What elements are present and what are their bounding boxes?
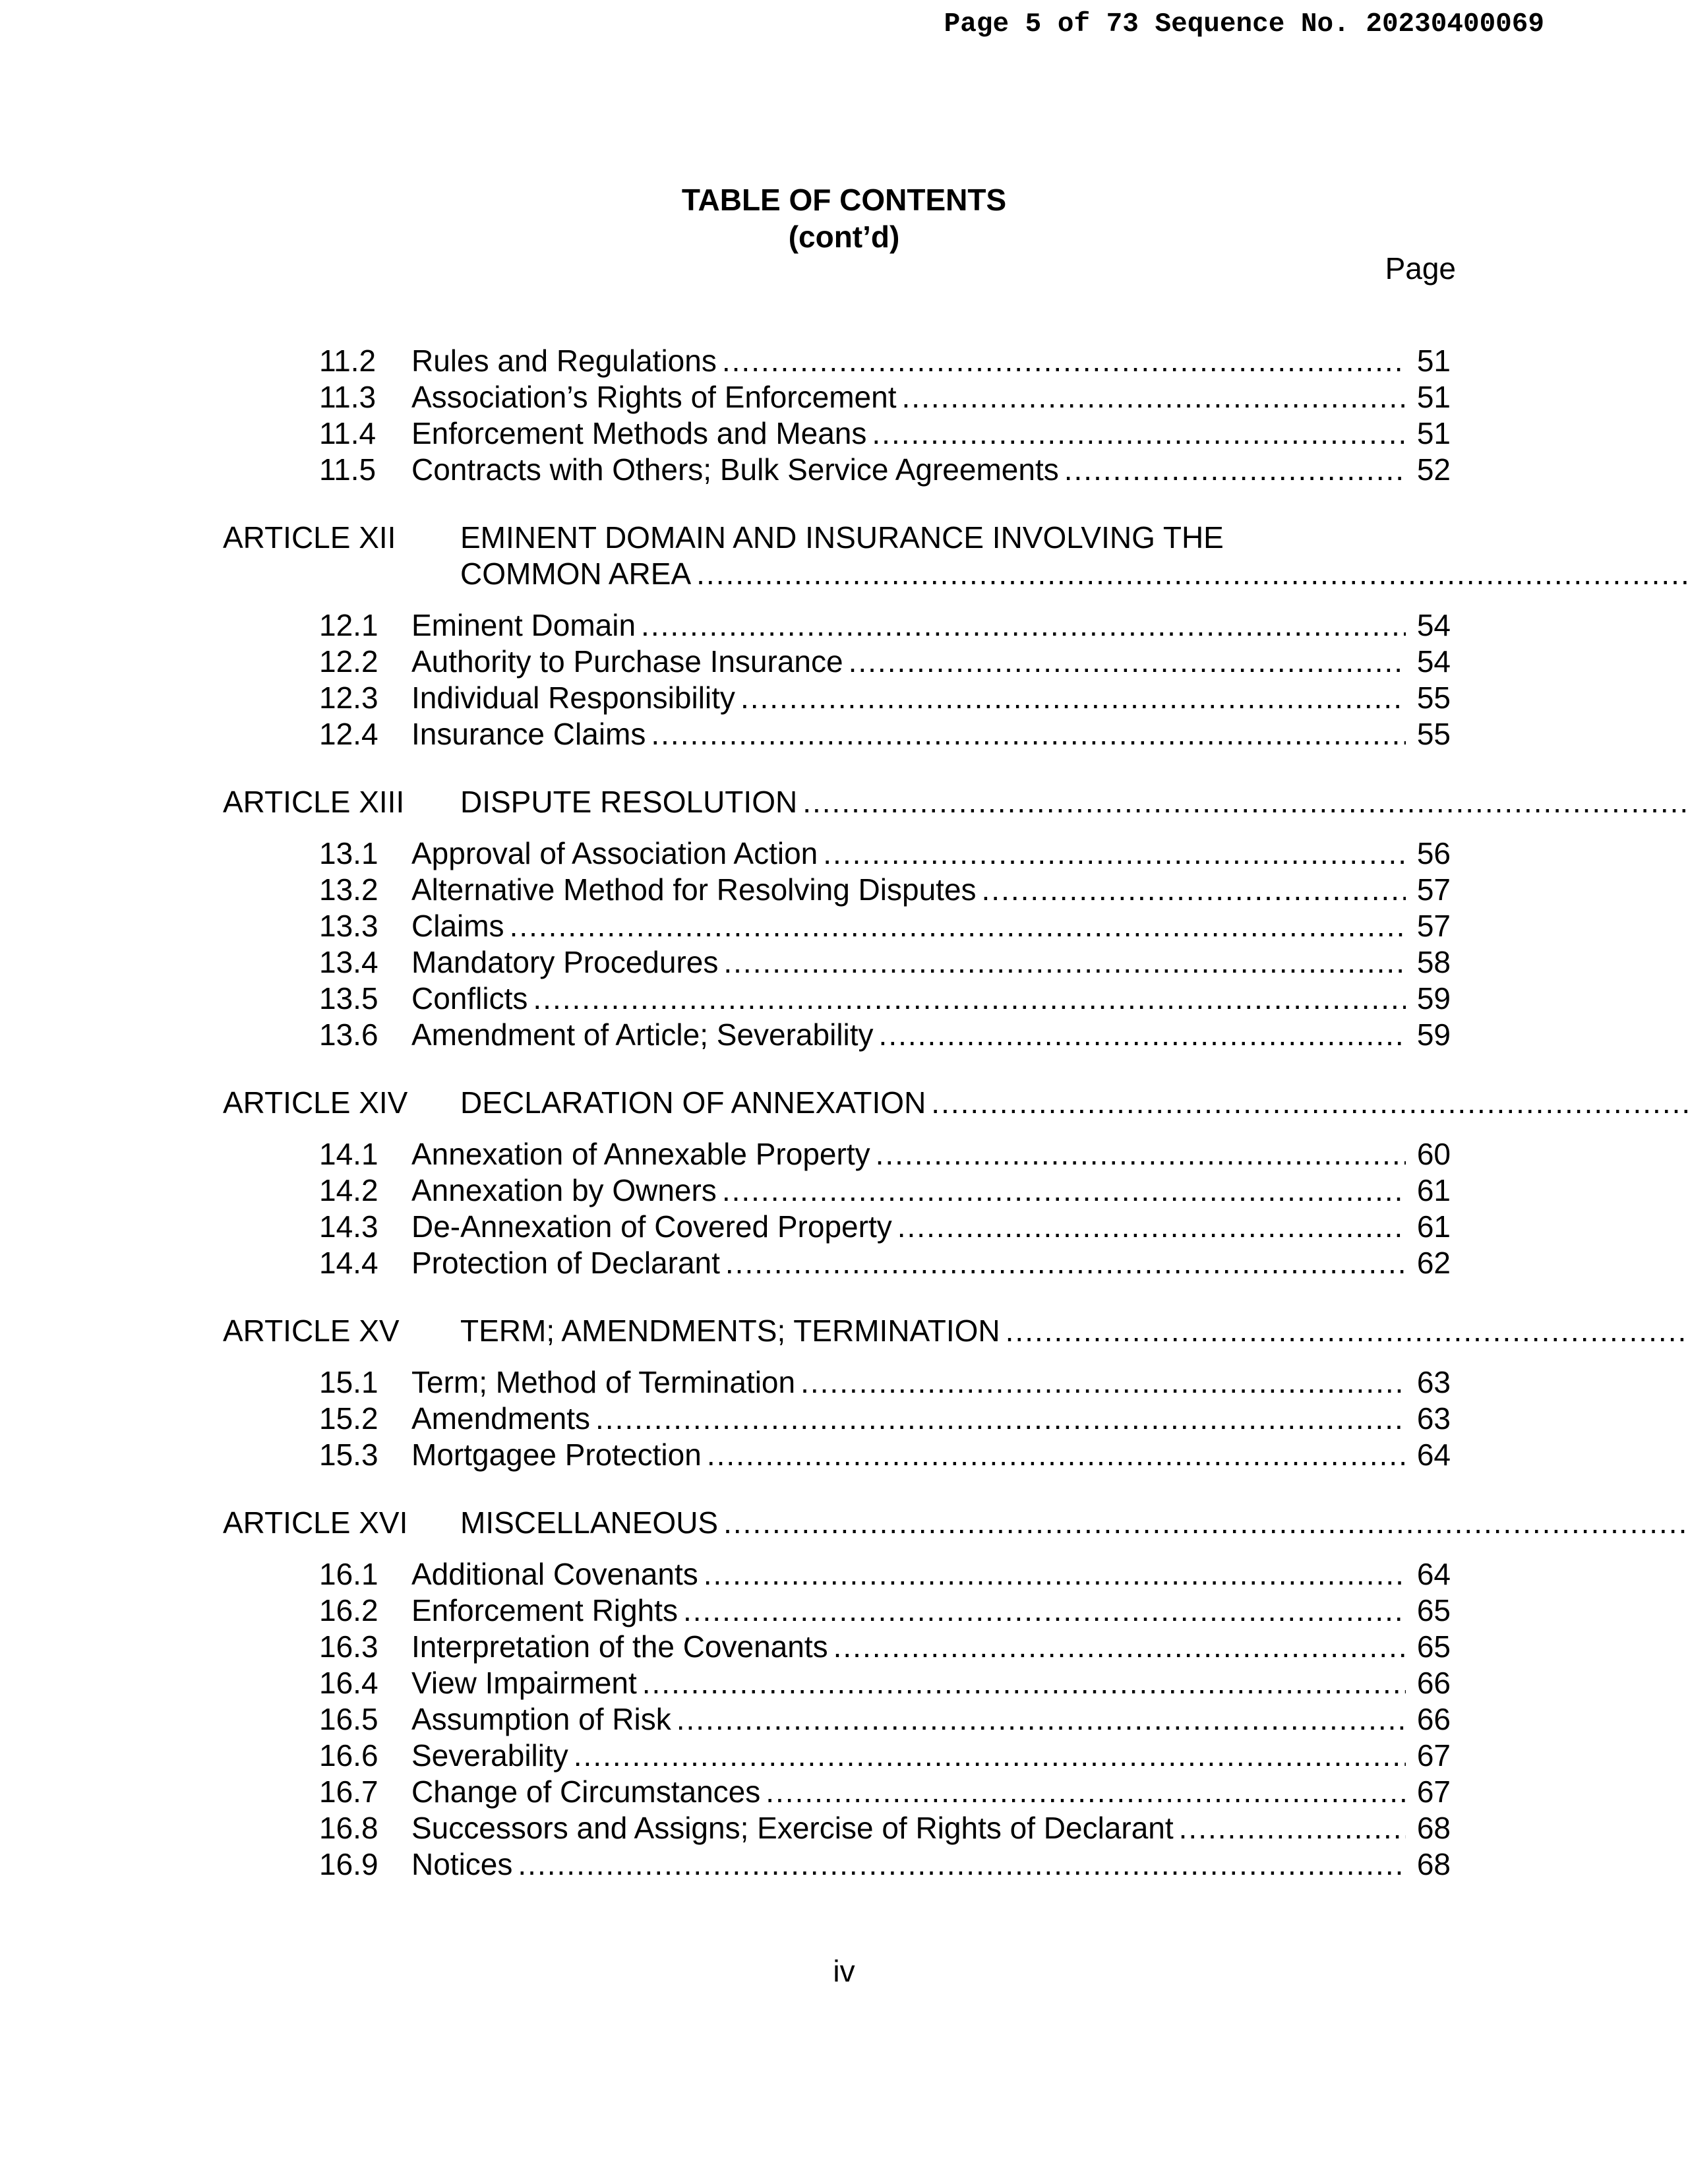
toc-entry[interactable] [223,379,1451,415]
article-title [460,520,1688,592]
section-title: Alternative Method for Resolving Disputes [411,872,977,907]
article-heading[interactable] [223,1313,1451,1349]
article-heading[interactable] [223,1505,1451,1541]
toc-entry[interactable] [223,908,1451,944]
dot-leader [696,556,1688,592]
article-sections [223,1556,1451,1883]
toc-entry[interactable] [223,680,1451,716]
section-number: 16.5 [319,1702,378,1736]
section-number: 12.1 [319,608,378,642]
page-column-label: Page [1385,251,1456,286]
page-number: 59 [1416,1017,1451,1052]
section-number: 13.2 [319,872,378,907]
toc-entry[interactable] [223,1774,1451,1810]
section-title: Protection of Declarant [411,1246,720,1280]
section-title: Annexation of Annexable Property [411,1137,870,1171]
toc-entry[interactable] [223,1245,1451,1281]
page-number: 54 [1416,644,1451,679]
section-number: 16.3 [319,1629,378,1664]
page-number: 56 [1416,836,1451,870]
page-number: 64 [1416,1557,1451,1591]
dot-leader [725,1245,1406,1281]
section-number: 14.1 [319,1137,378,1171]
dot-leader [722,343,1406,379]
article-label: ARTICLE XIII [223,785,405,819]
article-title-line [460,520,1688,556]
article-title [460,784,1688,820]
section-number: 14.2 [319,1173,378,1207]
dot-leader [1179,1810,1406,1846]
article-title-line [460,556,1688,592]
toc-subtitle-line: (cont’d) [788,220,900,254]
section-title: Conflicts [411,981,528,1016]
dot-leader [723,944,1406,981]
article-block [223,1085,1451,1281]
article-title-text: DISPUTE RESOLUTION [460,785,798,819]
section-number: 15.3 [319,1438,378,1472]
section-number: 15.1 [319,1365,378,1399]
footer-page-number: iv [833,1954,855,1988]
page-number: 55 [1416,681,1451,715]
section-number: 11.2 [319,344,377,378]
page-number: 67 [1416,1738,1451,1773]
page-number: 64 [1416,1438,1451,1472]
toc-entry[interactable] [223,1701,1451,1738]
section-title: Amendment of Article; Severability [411,1017,874,1052]
page-number: 51 [1416,344,1451,378]
dot-leader [1006,1313,1688,1349]
article-heading[interactable] [223,784,1451,820]
article-title-text: EMINENT DOMAIN AND INSURANCE INVOLVING THE [460,520,1224,555]
dot-leader [677,1701,1406,1738]
dot-leader [510,908,1406,944]
dot-leader [849,644,1406,680]
sequence-stamp: Page 5 of 73 Sequence No. 20230400069 [944,9,1544,40]
section-number: 16.1 [319,1557,378,1591]
dot-leader [833,1629,1406,1665]
section-number: 13.4 [319,945,378,979]
dot-leader [642,1665,1406,1701]
dot-leader [872,415,1406,452]
article-block [223,1505,1451,1883]
articles-list [223,520,1451,1883]
section-title: Successors and Assigns; Exercise of Rights of Declarant [411,1811,1174,1845]
toc-entry[interactable] [223,1172,1451,1209]
section-title: Mortgagee Protection [411,1438,702,1472]
page-number: 57 [1416,872,1451,907]
dot-leader [704,1556,1406,1592]
section-title: Contracts with Others; Bulk Service Agreements [411,452,1059,487]
dot-leader [683,1592,1406,1629]
article-title-line [460,1505,1688,1541]
page-number: 68 [1416,1847,1451,1881]
toc-entry[interactable] [223,1364,1451,1401]
dot-leader [722,1172,1406,1209]
dot-leader [574,1738,1406,1774]
toc-entry[interactable] [223,607,1451,644]
dot-leader [707,1437,1406,1473]
section-number: 12.2 [319,644,378,679]
dot-leader [651,716,1406,752]
section-title: De-Annexation of Covered Property [411,1209,892,1244]
article-sections [223,1136,1451,1281]
article-heading[interactable] [223,1085,1451,1121]
page-number: 65 [1416,1593,1451,1627]
toc-entry[interactable] [223,343,1451,379]
toc-entry[interactable] [223,1136,1451,1172]
section-number: 16.4 [319,1666,378,1700]
section-title: Rules and Regulations [411,344,717,378]
section-number: 15.2 [319,1401,378,1436]
dot-leader [902,379,1406,415]
toc-body [223,343,1451,1883]
section-title: Notices [411,1847,513,1881]
toc-entry[interactable] [223,644,1451,680]
section-number: 13.3 [319,909,378,943]
article-sections [223,835,1451,1053]
section-title: Approval of Association Action [411,836,818,870]
section-title: Mandatory Procedures [411,945,719,979]
page-number: 65 [1416,1629,1451,1664]
page-number: 61 [1416,1209,1451,1244]
article-title-text: DECLARATION OF ANNEXATION [460,1085,926,1120]
section-title: Amendments [411,1401,591,1436]
page-number: 52 [1416,452,1451,487]
toc-title [0,181,1688,255]
article-heading[interactable] [223,520,1451,592]
page-number: 60 [1416,1137,1451,1171]
dot-leader [641,607,1406,644]
page-number: 58 [1416,945,1451,979]
article-label: ARTICLE XVI [223,1505,408,1540]
toc-entry[interactable] [223,981,1451,1017]
toc-entry[interactable] [223,1437,1451,1473]
dot-leader [876,1136,1406,1172]
intro-sections [223,343,1451,488]
toc-entry[interactable] [223,1738,1451,1774]
section-title: Enforcement Rights [411,1593,678,1627]
article-title-line [460,1085,1688,1121]
dot-leader [595,1401,1406,1437]
dot-leader [823,835,1406,872]
section-title: Authority to Purchase Insurance [411,644,843,679]
dot-leader [723,1505,1688,1541]
page-number: 54 [1416,608,1451,642]
page-number: 51 [1416,380,1451,414]
article-sections [223,1364,1451,1473]
toc-entry[interactable] [223,1629,1451,1665]
page-number: 66 [1416,1666,1451,1700]
toc-entry[interactable] [223,1592,1451,1629]
section-number: 13.1 [319,836,378,870]
section-title: Enforcement Methods and Means [411,416,867,450]
dot-leader [931,1085,1688,1121]
toc-entry[interactable] [223,1556,1451,1592]
article-block [223,1313,1451,1473]
dot-leader [518,1846,1406,1883]
toc-entry[interactable] [223,716,1451,752]
section-number: 14.3 [319,1209,378,1244]
page-number: 61 [1416,1173,1451,1207]
section-title: Association’s Rights of Enforcement [411,380,897,414]
dot-leader [802,784,1688,820]
page-number: 63 [1416,1365,1451,1399]
toc-entry[interactable] [223,1401,1451,1437]
toc-entry[interactable] [223,1810,1451,1846]
section-number: 14.4 [319,1246,378,1280]
article-title-line [460,1313,1688,1349]
section-title: Assumption of Risk [411,1702,671,1736]
section-number: 16.6 [319,1738,378,1773]
dot-leader [982,872,1406,908]
section-title: Change of Circumstances [411,1774,761,1809]
section-title: View Impairment [411,1666,637,1700]
page-number: 55 [1416,717,1451,751]
article-title [460,1505,1688,1541]
page-number: 67 [1416,1774,1451,1809]
section-title: Interpretation of the Covenants [411,1629,828,1664]
section-title: Individual Responsibility [411,681,735,715]
dot-leader [766,1774,1406,1810]
article-label: ARTICLE XIV [223,1085,408,1120]
section-title: Claims [411,909,504,943]
dot-leader [879,1017,1406,1053]
article-label: ARTICLE XV [223,1314,400,1348]
toc-entry[interactable] [223,872,1451,908]
article-title-line [460,784,1688,820]
article-block [223,784,1451,1053]
section-number: 13.6 [319,1017,378,1052]
section-number: 11.5 [319,452,377,487]
section-title: Additional Covenants [411,1557,698,1591]
article-title-text: TERM; AMENDMENTS; TERMINATION [460,1314,1000,1348]
article-title [460,1313,1688,1349]
section-number: 11.4 [319,416,377,450]
page-number: 57 [1416,909,1451,943]
toc-entry[interactable] [223,1665,1451,1701]
section-title: Insurance Claims [411,717,646,751]
dot-leader [740,680,1406,716]
dot-leader [1064,452,1406,488]
article-label: ARTICLE XII [223,520,396,555]
page-number: 66 [1416,1702,1451,1736]
section-title: Term; Method of Termination [411,1365,796,1399]
section-number: 11.3 [319,380,377,414]
page-number: 68 [1416,1811,1451,1845]
section-title: Eminent Domain [411,608,636,642]
section-number: 16.2 [319,1593,378,1627]
article-block [223,520,1451,752]
section-number: 16.9 [319,1847,378,1881]
article-title [460,1085,1688,1121]
page-number: 51 [1416,416,1451,450]
toc-title-line: TABLE OF CONTENTS [681,183,1007,217]
toc-entry[interactable] [223,1017,1451,1053]
dot-leader [897,1209,1406,1245]
page-number: 62 [1416,1246,1451,1280]
toc-entry[interactable] [223,415,1451,452]
article-sections [223,607,1451,752]
dot-leader [800,1364,1406,1401]
section-title: Severability [411,1738,568,1773]
article-title-text: MISCELLANEOUS [460,1505,719,1540]
toc-entry[interactable] [223,452,1451,488]
section-number: 12.3 [319,681,378,715]
toc-entry[interactable] [223,1209,1451,1245]
toc-entry[interactable] [223,835,1451,872]
page-number: 63 [1416,1401,1451,1436]
page-number: 59 [1416,981,1451,1016]
article-title-text: COMMON AREA [460,557,692,591]
section-title: Annexation by Owners [411,1173,717,1207]
dot-leader [533,981,1406,1017]
section-number: 16.7 [319,1774,378,1809]
toc-entry[interactable] [223,944,1451,981]
section-number: 16.8 [319,1811,378,1845]
section-number: 12.4 [319,717,378,751]
toc-entry[interactable] [223,1846,1451,1883]
section-number: 13.5 [319,981,378,1016]
